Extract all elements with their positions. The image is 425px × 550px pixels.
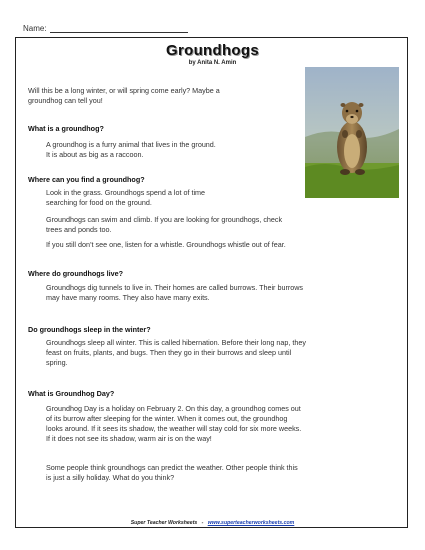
section-heading: Do groundhogs sleep in the winter? <box>28 325 151 334</box>
section-heading: Where can you find a groundhog? <box>28 175 145 184</box>
groundhog-photo <box>305 67 399 198</box>
section-paragraph: Groundhogs can swim and climb. If you are looking for groundhogs, check trees and ponds too. <box>46 215 283 234</box>
section-paragraph: Some people think groundhogs can predict the weather. Other people think this is just a silly holiday. What do you think? <box>46 463 298 482</box>
section-heading: Where do groundhogs live? <box>28 269 124 278</box>
section-paragraph: If you still don’t see one, listen for a whistle. Groundhogs whistle out of fear. <box>46 240 286 249</box>
section-paragraph: Look in the grass. Groundhogs spend a lot of time searching for food on the ground. <box>46 188 206 207</box>
section-paragraph: A groundhog is a furry animal that lives in the ground. It is about as big as a raccoon. <box>46 140 216 159</box>
footer-url-link[interactable]: www.superteacherworksheets.com <box>207 520 295 526</box>
footer-brand: Super Teacher Worksheets <box>130 520 198 526</box>
footer <box>0 520 425 526</box>
section-heading: What is Groundhog Day? <box>28 389 115 398</box>
page-title: Groundhogs <box>166 42 259 59</box>
intro-paragraph: Will this be a long winter, or will spring come early? Maybe a groundhog can tell you! <box>28 86 220 105</box>
section-paragraph: Groundhogs dig tunnels to live in. Their homes are called burrows. Their burrows may have many rooms. They also have many exits. <box>46 283 304 302</box>
name-blank-line[interactable] <box>50 24 188 33</box>
section-paragraph: Groundhog Day is a holiday on February 2. On this day, a groundhog comes out of its burrow after sleeping for the winter. When it comes out, the groundhog looks around. If it sees its shadow, the weather will stay cold for six more weeks. If it does not see its shadow, warm air is on the way! <box>46 404 302 443</box>
footer-separator: - <box>201 520 204 526</box>
section-paragraph: Groundhogs sleep all winter. This is called hibernation. Before their long nap, they feast on fruits, plants, and bugs. Then they go in their burrows and sleep until spring. <box>46 338 306 367</box>
name-field-row <box>23 24 188 33</box>
name-label: Name: <box>23 24 47 33</box>
author-byline: by Anita N. Amin <box>188 60 237 66</box>
section-heading: What is a groundhog? <box>28 124 104 133</box>
